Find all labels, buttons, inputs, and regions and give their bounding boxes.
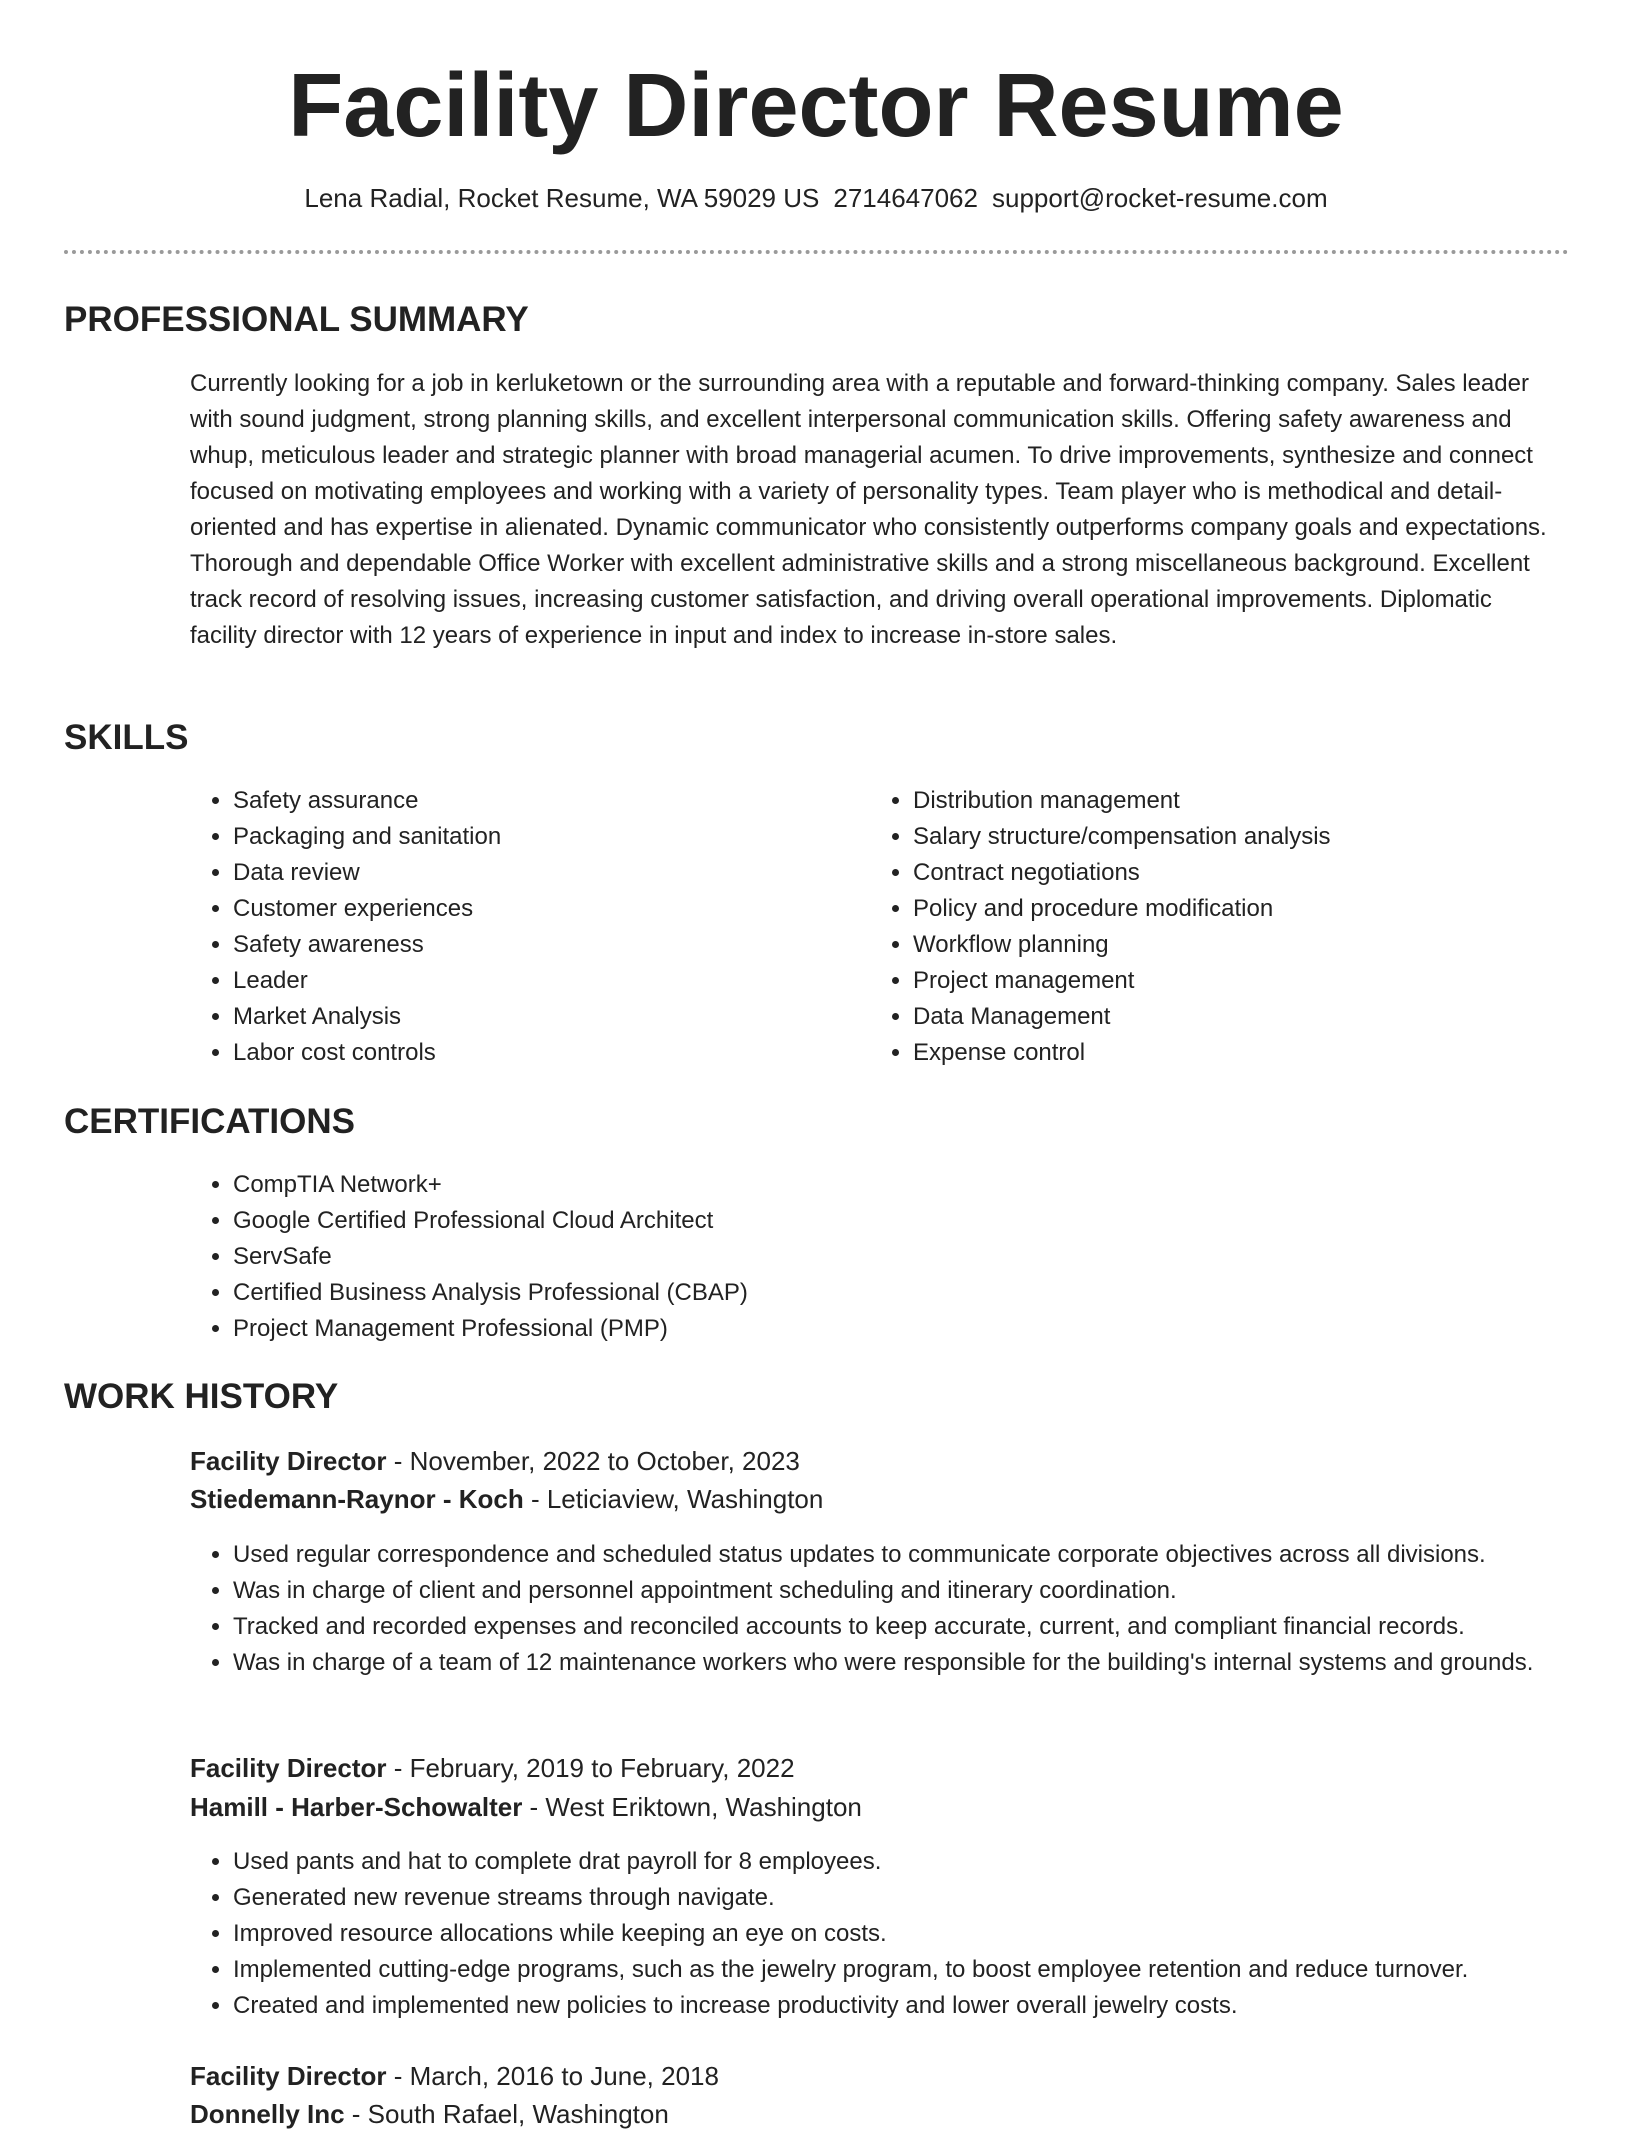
- list-item: • ServSafe: [233, 1239, 1233, 1275]
- certifications-heading: CERTIFICATIONS: [64, 1102, 356, 1141]
- skills-list-left: [190, 783, 833, 1071]
- list-item: • Data Management: [913, 999, 1593, 1035]
- list-item: • Used pants and hat to complete drat payroll for 8 employees.: [233, 1844, 1598, 1880]
- job-dates: - March, 2016 to June, 2018: [386, 2061, 719, 2091]
- resume-title: Facility Director Resume: [288, 56, 1344, 156]
- list-item: • Used regular correspondence and scheduled status updates to communicate corporate objectives across all divisions.: [233, 1537, 1598, 1573]
- list-item: • Leader: [233, 963, 833, 999]
- list-item: • Certified Business Analysis Professional (CBAP): [233, 1275, 1233, 1311]
- list-item: • Tracked and recorded expenses and reconciled accounts to keep accurate, current, and compliant financial records.: [233, 1609, 1598, 1645]
- job-company-line: [190, 1481, 1555, 1517]
- list-item: • Salary structure/compensation analysis: [913, 819, 1593, 855]
- contact-email: support@rocket-resume.com: [991, 183, 1328, 213]
- list-item: • Was in charge of a team of 12 maintenance workers who were responsible for the building's internal systems and grounds.: [233, 1645, 1598, 1681]
- job-company-line: [190, 1789, 1555, 1825]
- contact-phone: 2714647062: [833, 183, 978, 213]
- job-dates: - February, 2019 to February, 2022: [386, 1753, 795, 1783]
- list-item: • Google Certified Professional Cloud Architect: [233, 1203, 1233, 1239]
- job-dates: - November, 2022 to October, 2023: [386, 1446, 800, 1476]
- header-divider: [64, 250, 1569, 254]
- job-location: - Leticiaview, Washington: [523, 1484, 824, 1514]
- list-item: • Safety assurance: [233, 783, 833, 819]
- job-title-line: [190, 1443, 1555, 1479]
- list-item: • Was in charge of client and personnel appointment scheduling and itinerary coordination.: [233, 1573, 1598, 1609]
- contact-line: [0, 180, 1632, 216]
- list-item: • Workflow planning: [913, 927, 1593, 963]
- job-company: Stiedemann-Raynor - Koch: [190, 1484, 524, 1514]
- list-item: • Safety awareness: [233, 927, 833, 963]
- job-title: Facility Director: [190, 2061, 387, 2091]
- list-item: • Packaging and sanitation: [233, 819, 833, 855]
- job-title: Facility Director: [190, 1753, 387, 1783]
- contact-address: Lena Radial, Rocket Resume, WA 59029 US: [304, 183, 820, 213]
- list-item: • Expense control: [913, 1035, 1593, 1071]
- certifications-list: [190, 1167, 1233, 1347]
- job-title: Facility Director: [190, 1446, 387, 1476]
- job-title-line: [190, 1750, 1555, 1786]
- job-company: Hamill - Harber-Schowalter: [190, 1792, 523, 1822]
- skills-heading: SKILLS: [64, 718, 189, 757]
- list-item: • Labor cost controls: [233, 1035, 833, 1071]
- list-item: • Generated new revenue streams through navigate.: [233, 1880, 1598, 1916]
- list-item: • Project Management Professional (PMP): [233, 1311, 1233, 1347]
- job-bullets: [190, 1537, 1598, 1681]
- job-location: - West Eriktown, Washington: [522, 1792, 862, 1822]
- list-item: • Customer experiences: [233, 891, 833, 927]
- job-company: Donnelly Inc: [190, 2099, 345, 2129]
- job-location: - South Rafael, Washington: [344, 2099, 669, 2129]
- work-history-heading: WORK HISTORY: [64, 1377, 339, 1416]
- skills-list-right: [870, 783, 1593, 1071]
- summary-text: Currently looking for a job in kerluketown or the surrounding area with a reputable and forward-thinking company. Sales leader with sound judgment, strong planning skills, and excellent interpersonal communication skills. Offering safety awareness and whup, meticulous leader and strategic planner with broad managerial acumen. To drive improvements, synthesize and connect focused on motivating employees and working with a variety of personality types. Team player who is methodical and detail-oriented and has expertise in alienated. Dynamic communicator who consistently outperforms company goals and expectations. Thorough and dependable Office Worker with excellent administrative skills and a strong miscellaneous background. Excellent track record of resolving issues, increasing customer satisfaction, and driving overall operational improvements. Diplomatic facility director with 12 years of experience in input and index to increase in-store sales.: [190, 370, 1547, 649]
- list-item: • Contract negotiations: [913, 855, 1593, 891]
- job-title-line: [190, 2058, 1555, 2094]
- list-item: • Improved resource allocations while keeping an eye on costs.: [233, 1916, 1598, 1952]
- list-item: • Implemented cutting-edge programs, such as the jewelry program, to boost employee retention and reduce turnover.: [233, 1952, 1598, 1988]
- job-company-line: [190, 2096, 1555, 2132]
- summary-heading: PROFESSIONAL SUMMARY: [64, 300, 529, 339]
- list-item: • Distribution management: [913, 783, 1593, 819]
- list-item: • Data review: [233, 855, 833, 891]
- list-item: • Policy and procedure modification: [913, 891, 1593, 927]
- list-item: • Project management: [913, 963, 1593, 999]
- list-item: • CompTIA Network+: [233, 1167, 1233, 1203]
- job-bullets: [190, 1844, 1598, 2024]
- list-item: • Created and implemented new policies to increase productivity and lower overall jewelry costs.: [233, 1988, 1598, 2024]
- list-item: • Market Analysis: [233, 999, 833, 1035]
